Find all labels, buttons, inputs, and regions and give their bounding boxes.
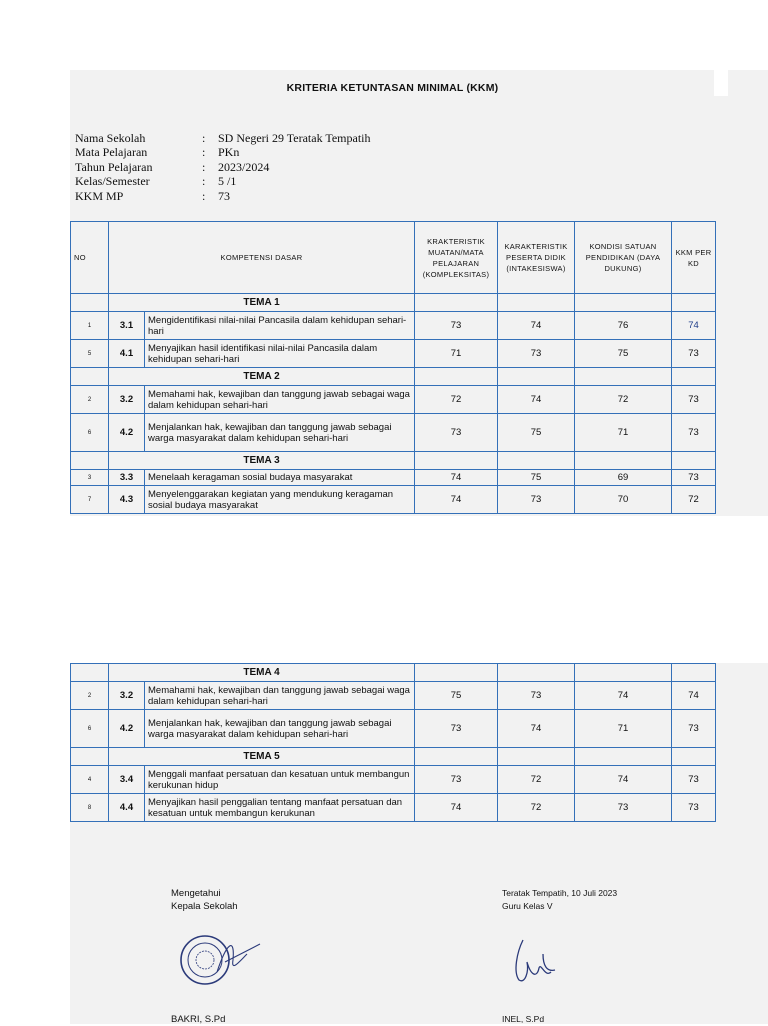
table-row	[71, 386, 716, 414]
intake-value: 72	[498, 794, 575, 822]
empty-cell	[71, 368, 109, 386]
tema-label: TEMA 1	[109, 294, 415, 312]
kompleksitas-value: 73	[415, 710, 498, 748]
daya-dukung-value: 74	[575, 766, 672, 794]
daya-dukung-value: 70	[575, 486, 672, 514]
empty-cell	[498, 294, 575, 312]
headmaster-title: Kepala Sekolah	[171, 901, 238, 912]
header-kompleksitas: KRAKTERISTIK MUATAN/MATA PELAJARAN (KOMPLEKSITAS)	[415, 222, 498, 294]
table-row	[71, 766, 716, 794]
kd-code: 4.1	[109, 340, 145, 368]
kd-code: 4.2	[109, 710, 145, 748]
headmaster-name: BAKRI, S.Pd	[171, 1014, 226, 1025]
intake-value: 73	[498, 486, 575, 514]
kkm-value: 74	[672, 312, 716, 340]
kompleksitas-value: 74	[415, 486, 498, 514]
kd-description: Menyelenggarakan kegiatan yang mendukung keragaman sosial budaya masyarakat	[145, 486, 415, 514]
empty-cell	[672, 294, 716, 312]
tema-row	[71, 368, 716, 386]
intake-value: 73	[498, 340, 575, 368]
document-title: KRITERIA KETUNTASAN MINIMAL (KKM)	[286, 82, 499, 94]
info-row-subject	[75, 146, 371, 161]
info-colon: :	[202, 159, 206, 174]
kompleksitas-value: 73	[415, 414, 498, 452]
school-seal-stamp	[175, 932, 265, 992]
kd-code: 4.3	[109, 486, 145, 514]
table-row	[71, 794, 716, 822]
teacher-title: Guru Kelas V	[502, 901, 553, 911]
kompleksitas-value: 73	[415, 312, 498, 340]
info-label: KKM MP	[75, 188, 124, 203]
empty-cell	[498, 664, 575, 682]
empty-cell	[575, 664, 672, 682]
row-number: 7	[71, 486, 109, 514]
row-number: 8	[71, 794, 109, 822]
kd-code: 3.3	[109, 470, 145, 486]
daya-dukung-value: 71	[575, 710, 672, 748]
kd-description: Memahami hak, kewajiban dan tanggung jawab sebagai waga dalam kehidupan sehari-hari	[145, 386, 415, 414]
table-row	[71, 312, 716, 340]
row-number: 3	[71, 470, 109, 486]
info-row-kkm	[75, 189, 371, 204]
empty-cell	[415, 368, 498, 386]
kompleksitas-value: 71	[415, 340, 498, 368]
kkm-value: 73	[672, 386, 716, 414]
kd-code: 3.4	[109, 766, 145, 794]
table-row	[71, 486, 716, 514]
row-number: 5	[71, 340, 109, 368]
empty-cell	[575, 748, 672, 766]
tema-row	[71, 294, 716, 312]
row-number: 6	[71, 414, 109, 452]
kd-code: 4.4	[109, 794, 145, 822]
empty-cell	[415, 294, 498, 312]
kkm-value: 73	[672, 794, 716, 822]
kkm-value: 73	[672, 340, 716, 368]
place-date: Teratak Tempatih, 10 Juli 2023	[502, 888, 618, 898]
empty-cell	[71, 664, 109, 682]
empty-cell	[498, 452, 575, 470]
school-info	[75, 131, 371, 204]
info-label: Tahun Pelajaran	[75, 159, 153, 174]
intake-value: 72	[498, 766, 575, 794]
info-row-class	[75, 175, 371, 190]
info-value: SD Negeri 29 Teratak Tempatih	[218, 130, 371, 145]
daya-dukung-value: 73	[575, 794, 672, 822]
intake-value: 74	[498, 710, 575, 748]
empty-cell	[71, 294, 109, 312]
empty-cell	[71, 748, 109, 766]
empty-cell	[575, 294, 672, 312]
kd-code: 3.1	[109, 312, 145, 340]
kd-description: Mengidentifikasi nilai-nilai Pancasila dalam kehidupan sehari-hari	[145, 312, 415, 340]
empty-cell	[672, 452, 716, 470]
kkm-value: 74	[672, 682, 716, 710]
kompleksitas-value: 73	[415, 766, 498, 794]
daya-dukung-value: 71	[575, 414, 672, 452]
teacher-name: INEL, S.Pd	[502, 1014, 545, 1024]
row-number: 4	[71, 766, 109, 794]
table-row	[71, 414, 716, 452]
kompleksitas-value: 72	[415, 386, 498, 414]
table-row	[71, 470, 716, 486]
kd-code: 3.2	[109, 682, 145, 710]
intake-value: 73	[498, 682, 575, 710]
empty-cell	[498, 748, 575, 766]
header-no: NO	[71, 222, 109, 294]
empty-cell	[498, 368, 575, 386]
table-row	[71, 682, 716, 710]
tema-row	[71, 748, 716, 766]
table-row	[71, 340, 716, 368]
kkm-value: 73	[672, 414, 716, 452]
kkm-value: 73	[672, 470, 716, 486]
table-row	[71, 710, 716, 748]
empty-cell	[575, 368, 672, 386]
header-intake: KARAKTERISTIK PESERTA DIDIK (INTAKESISWA)	[498, 222, 575, 294]
kd-description: Menyajikan hasil identifikasi nilai-nilai Pancasila dalam kehidupan sehari-hari	[145, 340, 415, 368]
tema-row	[71, 452, 716, 470]
header-daya-dukung: KONDISI SATUAN PENDIDIKAN (DAYA DUKUNG)	[575, 222, 672, 294]
kd-description: Menelaah keragaman sosial budaya masyarakat	[145, 470, 415, 486]
teacher-signature	[503, 932, 563, 992]
tema-label: TEMA 5	[109, 748, 415, 766]
empty-cell	[575, 452, 672, 470]
intake-value: 75	[498, 470, 575, 486]
intake-value: 74	[498, 386, 575, 414]
tema-label: TEMA 3	[109, 452, 415, 470]
daya-dukung-value: 69	[575, 470, 672, 486]
info-row-year	[75, 160, 371, 175]
kkm-table-2	[70, 663, 716, 822]
info-label: Mata Pelajaran	[75, 145, 148, 160]
intake-value: 74	[498, 312, 575, 340]
page-corner	[714, 70, 728, 96]
approval-label: Mengetahui	[171, 888, 221, 899]
kd-code: 3.2	[109, 386, 145, 414]
empty-cell	[672, 368, 716, 386]
info-value: 73	[218, 188, 230, 203]
info-value: 2023/2024	[218, 159, 270, 174]
table-header-row	[71, 222, 716, 294]
info-label: Kelas/Semester	[75, 174, 150, 189]
kd-description: Menjalankan hak, kewajiban dan tanggung jawab sebagai warga masyarakat dalam kehidupan sehari-hari	[145, 414, 415, 452]
daya-dukung-value: 76	[575, 312, 672, 340]
empty-cell	[415, 664, 498, 682]
info-value: PKn	[218, 145, 240, 160]
kkm-value: 72	[672, 486, 716, 514]
info-colon: :	[202, 130, 206, 145]
kd-description: Menggali manfaat persatuan dan kesatuan untuk membangun kerukunan hidup	[145, 766, 415, 794]
approval-block	[171, 887, 238, 913]
info-value: 5 /1	[218, 174, 237, 189]
info-label: Nama Sekolah	[75, 130, 146, 145]
info-row-school	[75, 131, 371, 146]
kd-description: Menjalankan hak, kewajiban dan tanggung jawab sebagai warga masyarakat dalam kehidupan sehari-hari	[145, 710, 415, 748]
intake-value: 75	[498, 414, 575, 452]
kd-description: Menyajikan hasil penggalian tentang manfaat persatuan dan kesatuan untuk membangun kerukunan	[145, 794, 415, 822]
row-number: 6	[71, 710, 109, 748]
header-kd: KOMPETENSI DASAR	[109, 222, 415, 294]
kd-code: 4.2	[109, 414, 145, 452]
empty-cell	[415, 452, 498, 470]
row-number: 2	[71, 386, 109, 414]
row-number: 1	[71, 312, 109, 340]
kompleksitas-value: 74	[415, 470, 498, 486]
info-colon: :	[202, 174, 206, 189]
info-colon: :	[202, 188, 206, 203]
daya-dukung-value: 74	[575, 682, 672, 710]
daya-dukung-value: 75	[575, 340, 672, 368]
info-colon: :	[202, 145, 206, 160]
daya-dukung-value: 72	[575, 386, 672, 414]
empty-cell	[71, 452, 109, 470]
row-number: 2	[71, 682, 109, 710]
empty-cell	[415, 748, 498, 766]
place-date-block	[502, 887, 617, 913]
kkm-table-1	[70, 221, 716, 514]
tema-label: TEMA 2	[109, 368, 415, 386]
tema-label: TEMA 4	[109, 664, 415, 682]
kompleksitas-value: 74	[415, 794, 498, 822]
header-kkm-per-kd: KKM PER KD	[672, 222, 716, 294]
empty-cell	[672, 748, 716, 766]
kompleksitas-value: 75	[415, 682, 498, 710]
tema-row	[71, 664, 716, 682]
empty-cell	[672, 664, 716, 682]
kkm-value: 73	[672, 710, 716, 748]
kd-description: Memahami hak, kewajiban dan tanggung jawab sebagai waga dalam kehidupan sehari-hari	[145, 682, 415, 710]
kkm-value: 73	[672, 766, 716, 794]
